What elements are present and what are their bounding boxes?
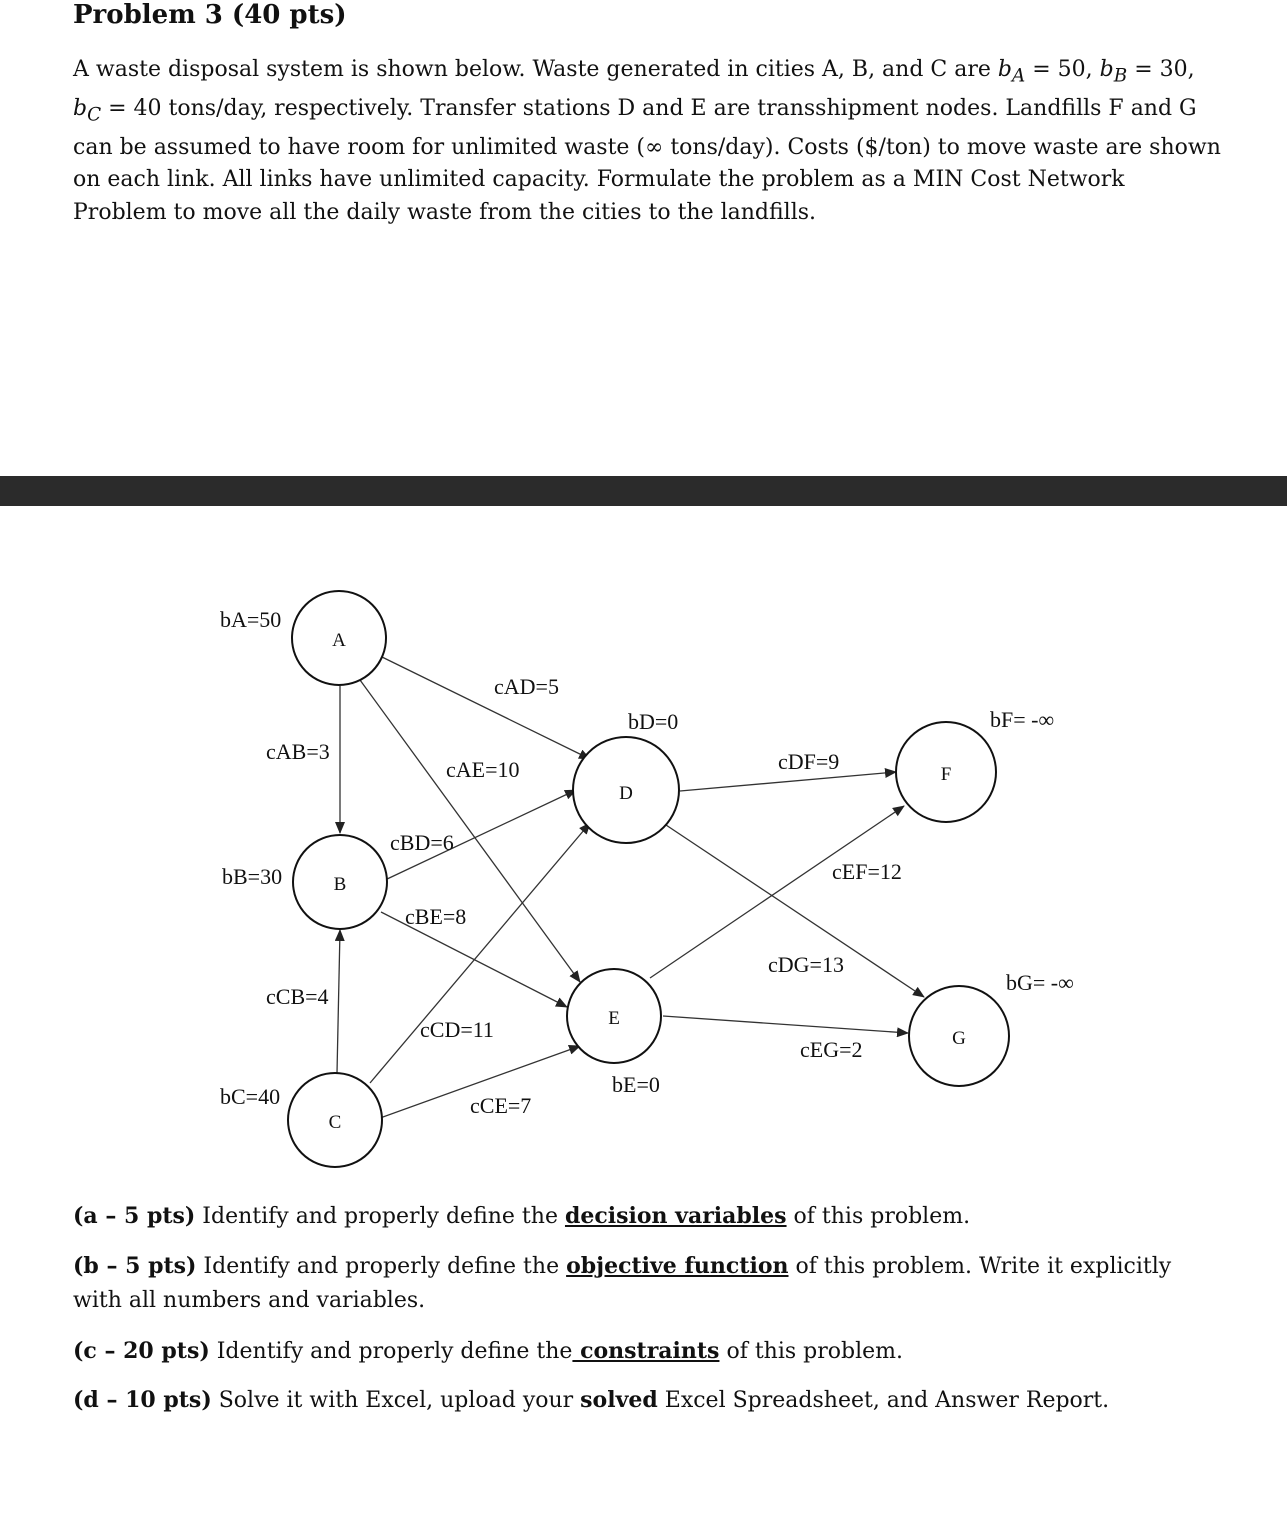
- supply-label-c: bC=40: [220, 1084, 281, 1109]
- cost-label-ab: cAB=3: [266, 739, 330, 764]
- svg-text:G: G: [952, 1028, 966, 1049]
- svg-text:B: B: [333, 874, 347, 895]
- cost-label-ce: cCE=7: [470, 1093, 532, 1118]
- arc-a-d: [382, 657, 590, 759]
- arc-c-d: [370, 823, 590, 1083]
- node-e: [567, 969, 661, 1063]
- node-g: [909, 986, 1009, 1086]
- node-c: [288, 1073, 382, 1167]
- problem-title: Problem 3 (40 pts): [73, 0, 347, 30]
- node-f: [896, 722, 996, 822]
- cost-label-ef: cEF=12: [832, 859, 902, 884]
- supply-label-e: bE=0: [612, 1072, 660, 1097]
- supply-label-d: bD=0: [628, 709, 679, 734]
- cost-label-ae: cAE=10: [446, 757, 520, 782]
- supply-label-a: bA=50: [220, 607, 282, 632]
- cost-label-cb: cCB=4: [266, 984, 329, 1009]
- question-d: (d – 10 pts) Solve it with Excel, upload your solved Excel Spreadsheet, and Answer Report.: [73, 1387, 1110, 1413]
- node-a: [292, 591, 386, 685]
- svg-text:F: F: [940, 764, 952, 785]
- question-a: (a – 5 pts) Identify and properly define the decision variables of this problem.: [73, 1203, 971, 1229]
- svg-text:E: E: [608, 1008, 620, 1029]
- cost-label-dg: cDG=13: [768, 952, 844, 977]
- node-d: [573, 737, 679, 843]
- arc-e-g: [663, 1016, 908, 1033]
- svg-text:C: C: [328, 1112, 342, 1133]
- arc-c-b: [337, 930, 340, 1073]
- supply-label-b: bB=30: [222, 864, 283, 889]
- arc-d-f: [680, 772, 896, 791]
- cost-label-be: cBE=8: [405, 904, 467, 929]
- node-b: [293, 835, 387, 929]
- cost-label-bd: cBD=6: [390, 830, 454, 855]
- question-c: (c – 20 pts) Identify and properly define the constraints of this problem.: [73, 1338, 903, 1364]
- problem-statement: A waste disposal system is shown below. Waste generated in cities A, B, and C are $b_A = 50$, $b_B = 30$, $b_C = 40$ tons/day, respectively. Transfer stations D and E are transshipment nodes. Landfills F and G can be assumed to have room for unlimited waste (∞ tons/day). Costs ($/ton) to move waste are shown on each link. All links have unlimited capacity. Formulate the problem as a MIN Cost Network Problem to move all the daily waste from the cities to the landfills.: [73, 57, 1221, 225]
- cost-label-ad: cAD=5: [494, 674, 559, 699]
- dark-divider-bar: [0, 476, 1287, 506]
- demand-label-f: bF= -∞: [990, 707, 1055, 732]
- network-diagram: [0, 506, 1287, 1186]
- demand-label-g: bG= -∞: [1006, 970, 1074, 995]
- svg-text:A: A: [332, 630, 346, 651]
- question-b: (b – 5 pts) Identify and properly define the objective function of this problem. Write it explicitly with all numbers and variables.: [73, 1253, 1172, 1313]
- cost-label-df: cDF=9: [778, 749, 840, 774]
- svg-text:D: D: [619, 783, 633, 804]
- cost-label-eg: cEG=2: [800, 1037, 863, 1062]
- cost-label-cd: cCD=11: [420, 1017, 494, 1042]
